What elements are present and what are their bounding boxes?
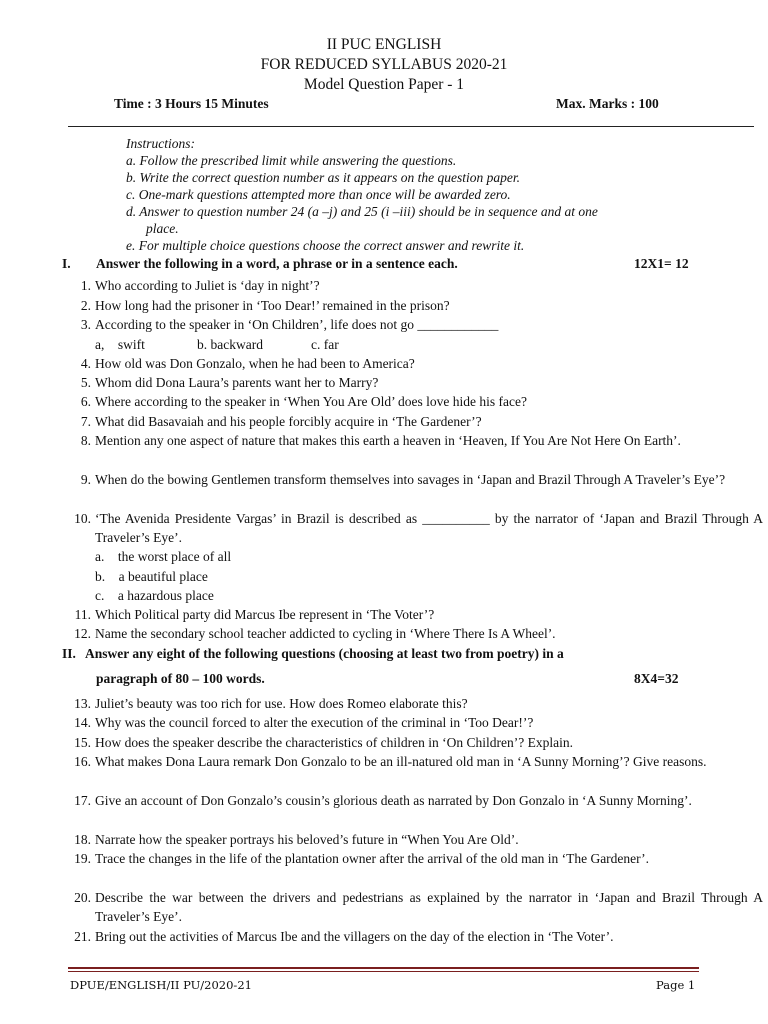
question-text: Who according to Juliet is ‘day in night’? [95, 278, 320, 293]
instruction-d: d. Answer to question number 24 (a –j) and 25 (i –iii) should be in sequence and at one [126, 204, 598, 219]
question-text: Narrate how the speaker portrays his beloved’s future in “When You Are Old’. [95, 832, 519, 847]
question-number: 11. [74, 607, 91, 622]
header-divider [68, 126, 754, 127]
section-2-title-continued: paragraph of 80 – 100 words. [96, 671, 265, 686]
question-number: 14. [74, 715, 91, 730]
footer-rule-thin [68, 971, 699, 972]
question-number: 15. [74, 735, 91, 750]
question-number: 3. [80, 317, 91, 332]
question-10-option-c: c. a hazardous place [95, 588, 214, 603]
instruction-a: a. Follow the prescribed limit while answering the questions. [126, 153, 457, 168]
question-number: 1. [80, 278, 91, 293]
instructions-title: Instructions: [126, 136, 195, 151]
question-text: Bring out the activities of Marcus Ibe and the villagers on the day of the election in ‘The Voter’. [95, 929, 614, 944]
question-10-option-b: b. a beautiful place [95, 569, 208, 584]
question-text: Mention any one aspect of nature that makes this earth a heaven in ‘Heaven, If You Are Not Here On Earth’. [95, 433, 681, 448]
footer-document-code: DPUE/ENGLISH/II PU/2020-21 [70, 978, 252, 992]
question-text: Whom did Dona Laura’s parents want her to Marry? [95, 375, 379, 390]
question-3-option-a: a, swift [95, 337, 145, 352]
question-number: 13. [74, 696, 91, 711]
footer-rule [68, 967, 699, 969]
question-text: ‘The Avenida Presidente Vargas’ in Brazil is described as __________ by the narrator of ‘Japan and Brazil Through A Traveler’s Eye’. [95, 511, 763, 546]
question-number: 7. [80, 414, 91, 429]
instruction-c: c. One-mark questions attempted more than once will be awarded zero. [126, 187, 511, 202]
question-number: 17. [74, 793, 91, 808]
question-3-option-c: c. far [311, 337, 339, 352]
question-text: Describe the war between the drivers and pedestrians as explained by the narrator in ‘Japan and Brazil Through A Traveler’s Eye’. [95, 890, 763, 925]
question-number: 10. [74, 511, 91, 526]
question-text: Trace the changes in the life of the plantation owner after the arrival of the old man in ‘The Gardener’. [95, 851, 650, 866]
question-text: Name the secondary school teacher addicted to cycling in ‘Where There Is A Wheel’. [95, 626, 556, 641]
question-number: 12. [74, 626, 91, 641]
question-text: Give an account of Don Gonzalo’s cousin’s glorious death as narrated by Don Gonzalo in ‘A Sunny Morning’. [95, 793, 692, 808]
instruction-e: e. For multiple choice questions choose the correct answer and rewrite it. [126, 238, 525, 253]
question-number: 21. [74, 929, 91, 944]
max-marks-label: Max. Marks : 100 [556, 96, 659, 111]
question-3-option-b: b. backward [197, 337, 263, 352]
question-text: How old was Don Gonzalo, when he had been to America? [95, 356, 415, 371]
question-number: 9. [80, 472, 91, 487]
section-2-title: Answer any eight of the following questions (choosing at least two from poetry) in a [85, 646, 564, 661]
question-number: 16. [74, 754, 91, 769]
header-paper-name: Model Question Paper - 1 [303, 76, 465, 93]
question-number: 19. [74, 851, 91, 866]
section-1-title: Answer the following in a word, a phrase or in a sentence each. [96, 256, 458, 271]
question-text: Juliet’s beauty was too rich for use. How does Romeo elaborate this? [95, 696, 468, 711]
question-text: Where according to the speaker in ‘When You Are Old’ does love hide his face? [95, 394, 527, 409]
section-2-marks: 8X4=32 [634, 671, 679, 686]
question-text: How does the speaker describe the characteristics of children in ‘On Children’? Explain. [95, 735, 573, 750]
question-number: 8. [80, 433, 91, 448]
question-text: What makes Dona Laura remark Don Gonzalo to be an ill-natured old man in ‘A Sunny Morning’? Give reasons. [95, 754, 707, 769]
question-number: 6. [80, 394, 91, 409]
section-1-number: I. [62, 256, 71, 271]
section-1-marks: 12X1= 12 [634, 256, 689, 271]
question-text: What did Basavaiah and his people forcibly acquire in ‘The Gardener’? [95, 414, 482, 429]
question-text: How long had the prisoner in ‘Too Dear!’ remained in the prison? [95, 298, 450, 313]
question-10-option-a: a. the worst place of all [95, 549, 232, 564]
instruction-d-continued: place. [146, 221, 179, 236]
question-number: 18. [74, 832, 91, 847]
header-subtitle: FOR REDUCED SYLLABUS 2020-21 [260, 56, 508, 73]
question-number: 2. [80, 298, 91, 313]
section-2-number: II. [62, 646, 76, 661]
footer-page-number: Page 1 [656, 978, 696, 992]
question-number: 4. [80, 356, 91, 371]
question-text: Why was the council forced to alter the execution of the criminal in ‘Too Dear!’? [95, 715, 534, 730]
question-number: 5. [80, 375, 91, 390]
instruction-b: b. Write the correct question number as it appears on the question paper. [126, 170, 520, 185]
header-title: II PUC ENGLISH [326, 36, 442, 53]
time-label: Time : 3 Hours 15 Minutes [114, 96, 269, 111]
question-text: Which Political party did Marcus Ibe represent in ‘The Voter’? [95, 607, 435, 622]
question-text: According to the speaker in ‘On Children’, life does not go ____________ [95, 317, 499, 332]
question-text: When do the bowing Gentlemen transform themselves into savages in ‘Japan and Brazil Through A Traveler’s Eye’? [95, 472, 726, 487]
question-number: 20. [74, 890, 91, 905]
